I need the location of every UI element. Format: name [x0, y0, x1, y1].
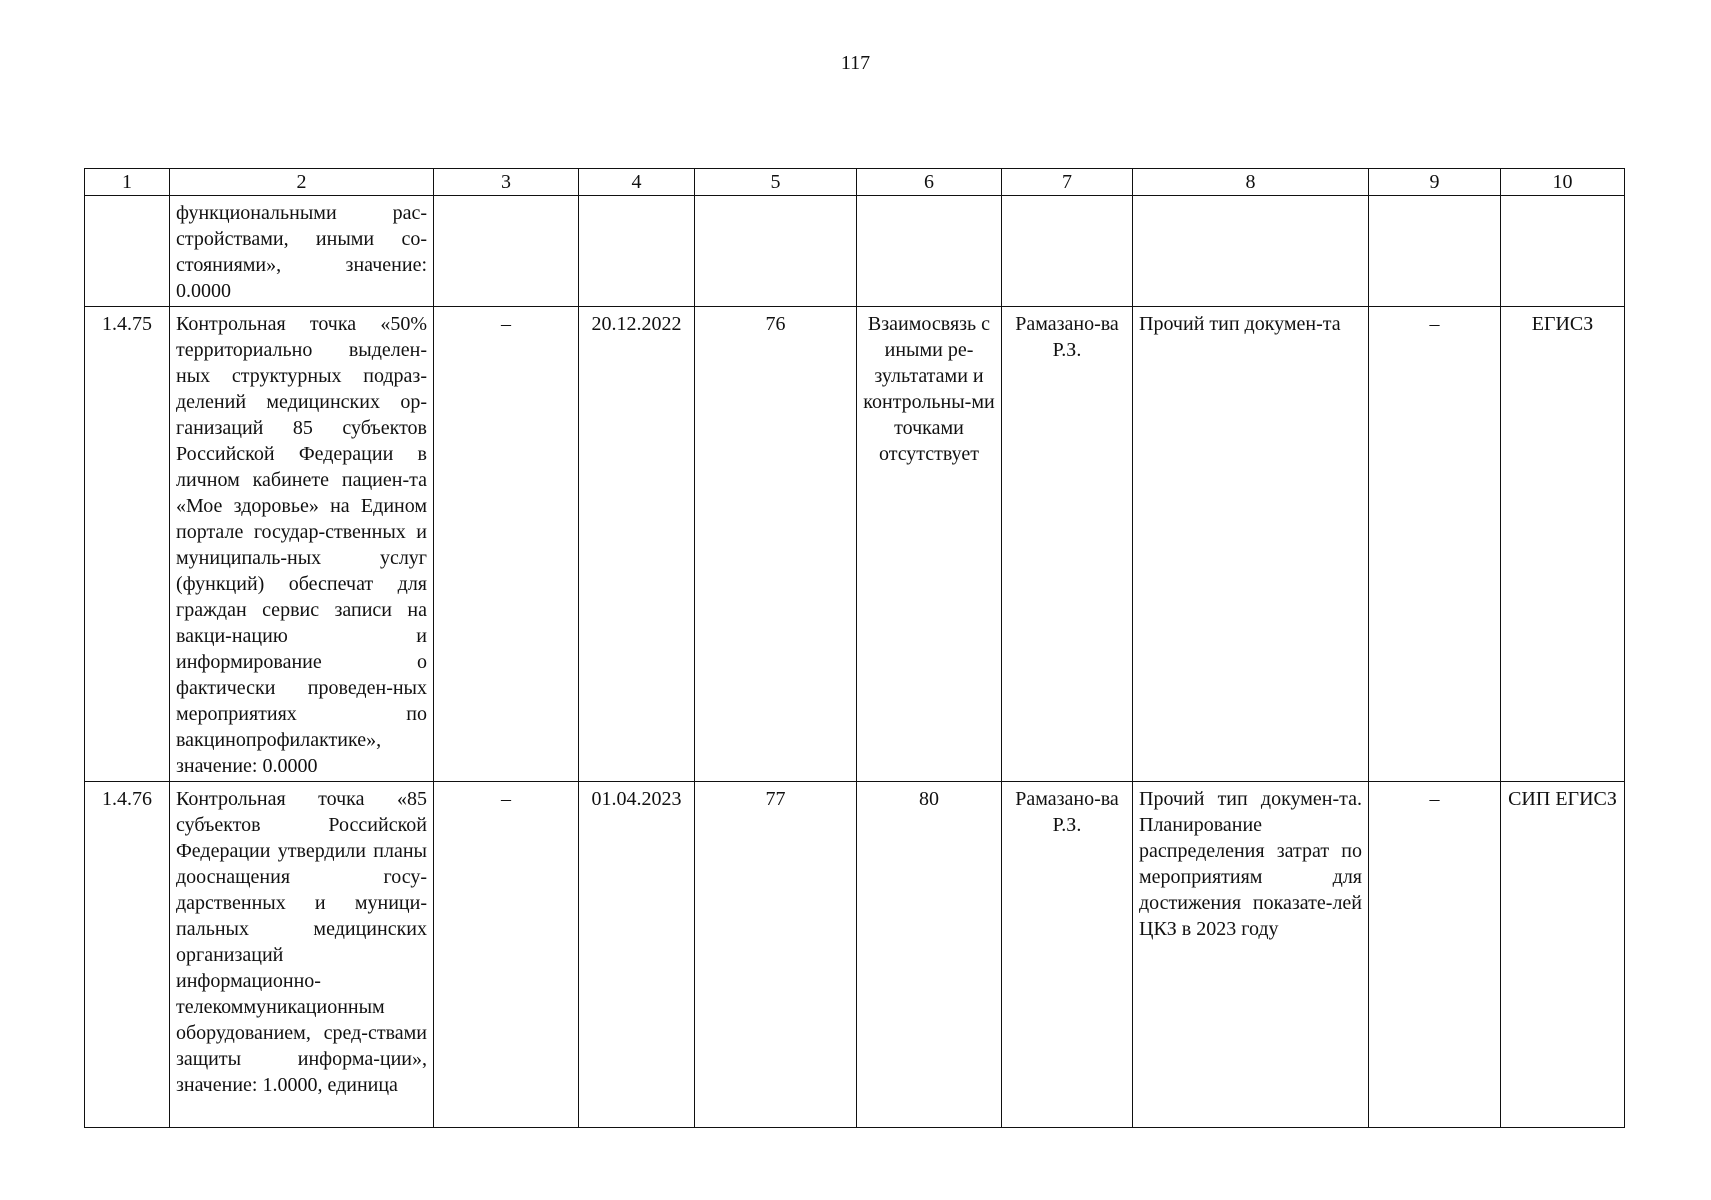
responsible-cell: Рамазано-ва Р.З.: [1002, 782, 1133, 1128]
row-number-cell: 1.4.75: [85, 307, 170, 782]
col3-cell: –: [434, 307, 579, 782]
column-header-5: 5: [695, 169, 857, 196]
col3-cell: [434, 196, 579, 307]
description-cell: функциональными рас-стройствами, иными со-стояниями», значение: 0.0000: [170, 196, 434, 307]
col9-cell: [1369, 196, 1501, 307]
date-cell: [579, 196, 695, 307]
column-header-6: 6: [857, 169, 1002, 196]
date-cell: 01.04.2023: [579, 782, 695, 1128]
table-row-1-4-75: [85, 307, 1625, 782]
system-cell: [1501, 196, 1625, 307]
row-number-cell: 1.4.76: [85, 782, 170, 1128]
responsible-cell: [1002, 196, 1133, 307]
column-header-8: 8: [1133, 169, 1369, 196]
col5-cell: 76: [695, 307, 857, 782]
document-type-cell: [1133, 196, 1369, 307]
table-row-1-4-76: [85, 782, 1625, 1128]
col5-cell: 77: [695, 782, 857, 1128]
description-cell: Контрольная точка «85 субъектов Российской Федерации утвердили планы дооснащения госу-дарственных и муници-пальных медицинских организаций информационно-телекоммуникационным оборудованием, сред-ствами защиты информа-ции», значение: 1.0000, единица: [170, 782, 434, 1128]
col3-cell: –: [434, 782, 579, 1128]
system-cell: СИП ЕГИСЗ: [1501, 782, 1625, 1128]
row-number-cell: [85, 196, 170, 307]
responsible-cell: Рамазано-ва Р.З.: [1002, 307, 1133, 782]
relation-cell: 80: [857, 782, 1002, 1128]
document-type-cell: Прочий тип докумен-та: [1133, 307, 1369, 782]
column-header-9: 9: [1369, 169, 1501, 196]
column-header-10: 10: [1501, 169, 1625, 196]
page-number: 117: [840, 52, 871, 74]
system-cell: ЕГИСЗ: [1501, 307, 1625, 782]
column-header-1: 1: [85, 169, 170, 196]
col5-cell: [695, 196, 857, 307]
column-header-7: 7: [1002, 169, 1133, 196]
col9-cell: –: [1369, 782, 1501, 1128]
date-cell: 20.12.2022: [579, 307, 695, 782]
relation-cell: [857, 196, 1002, 307]
relation-cell: Взаимосвязь с иными ре-зультатами и контрольны-ми точками отсутствует: [857, 307, 1002, 782]
document-type-cell: Прочий тип докумен-та. Планирование распределения затрат по мероприятиям для достижения показате-лей ЦКЗ в 2023 году: [1133, 782, 1369, 1128]
column-header-2: 2: [170, 169, 434, 196]
column-header-4: 4: [579, 169, 695, 196]
description-cell: Контрольная точка «50% территориально выделен-ных структурных подраз-делений медицинских ор-ганизаций 85 субъектов Российской Федерации в личном кабинете пациен-та «Мое здоровье» на Едином портале государ-ственных и муниципаль-ных услуг (функций) обеспечат для граждан сервис записи на вакци-нацию и информирование о фактически проведен-ных мероприятиях по вакцинопрофилактике», значение: 0.0000: [170, 307, 434, 782]
column-header-3: 3: [434, 169, 579, 196]
column-number-header-row: [85, 169, 1625, 196]
col9-cell: –: [1369, 307, 1501, 782]
table-row-continuation: [85, 196, 1625, 307]
data-table: [84, 168, 1625, 1128]
